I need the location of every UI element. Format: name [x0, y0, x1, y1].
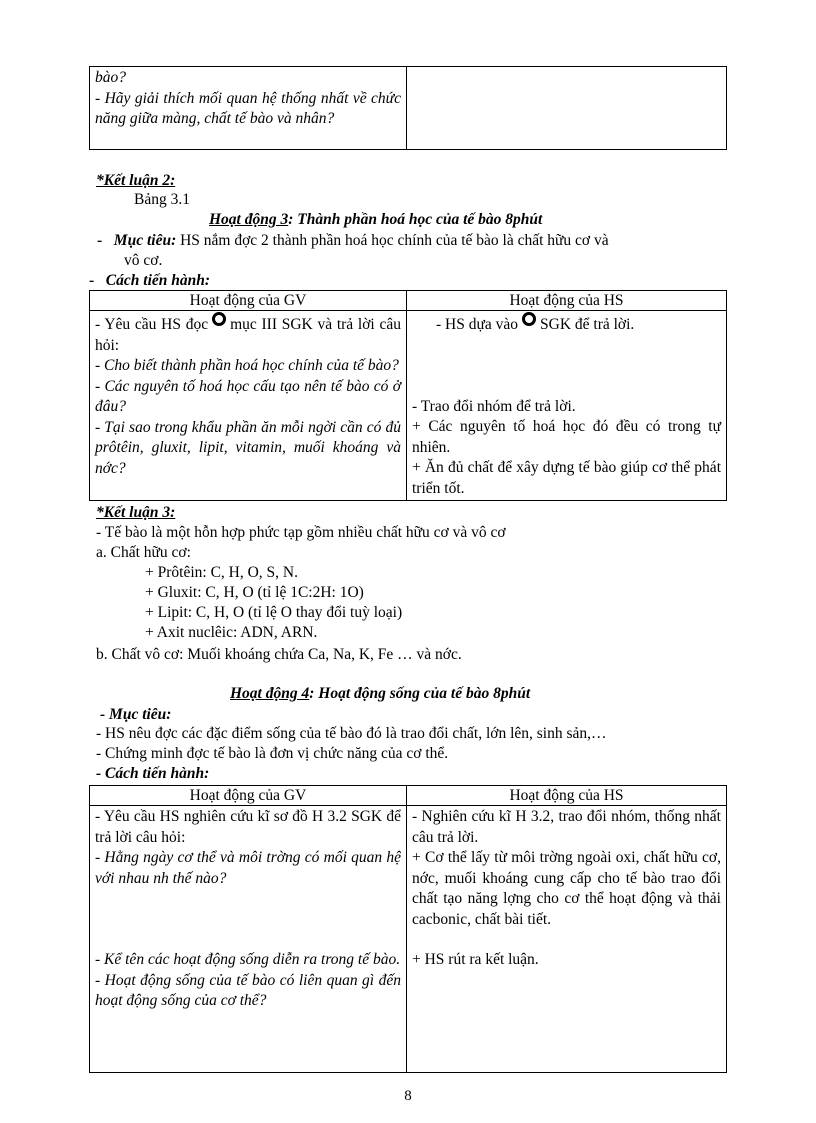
- activity3-gv-question: - Tại sao trong khẩu phần ăn mỗi ngời cần có đủ prôtêin, gluxit, lipit, vitamin, muối khoáng và nớc?: [95, 418, 401, 477]
- activity4-heading: [230, 684, 530, 704]
- activity4-gv-header: Hoạt động của GV: [90, 786, 407, 806]
- activity3-gv-cell: [90, 311, 407, 501]
- activity4-hs-answer: + Cơ thể lấy từ môi trờng ngoài oxi, chất hữu cơ, nớc, muối khoáng cung cấp cho tế bào trao đổi chất tạo năng lợng cho cơ thể hoạt động và thải cacbonic, chất bài tiết.: [412, 849, 721, 928]
- ket-luan-3-line1: - Tế bào là một hỗn hợp phức tạp gồm nhiều chất hữu cơ và vô cơ: [96, 524, 506, 541]
- top-table-hs-cell: [407, 67, 727, 150]
- activity3-objective: - Mục tiêu: HS nắm đợc 2 thành phần hoá học chính của tế bào là chất hữu cơ và: [97, 232, 609, 249]
- activity3-heading: [209, 210, 542, 230]
- activity3-hs-cell: [407, 311, 727, 501]
- top-table-line: - Hãy giải thích mối quan hệ thống nhất về chức năng giữa màng, chất tế bào và nhân?: [95, 89, 401, 127]
- activity3-heading-label: Hoạt động 3: [209, 211, 289, 228]
- activity3-objective-cont: vô cơ.: [124, 252, 163, 269]
- activity4-hs-header: Hoạt động của HS: [407, 786, 727, 806]
- activity4-gv-question: - Hoạt động sống của tế bào có liên quan gì đến hoạt động sống của cơ thể?: [95, 971, 401, 1009]
- activity3-gv-question: - Cho biết thành phần hoá học chính của tế bào?: [95, 357, 399, 374]
- activity3-table: [89, 290, 727, 501]
- ket-luan-3-item: + Gluxit: C, H, O (tỉ lệ 1C:2H: 1O): [145, 584, 364, 601]
- activity4-method-label: - Cách tiến hành:: [96, 765, 210, 782]
- ket-luan-3-line2: a. Chất hữu cơ:: [96, 544, 191, 561]
- ket-luan-3-item: + Lipit: C, H, O (tỉ lệ O thay đổi tuỳ loại): [145, 604, 403, 621]
- activity4-gv-question: - Hằng ngày cơ thể và môi trờng có mối quan hệ với nhau nh thế nào?: [95, 849, 401, 887]
- activity3-objective-text: HS nắm đợc 2 thành phần hoá học chính của tế bào là chất hữu cơ và: [176, 232, 609, 249]
- activity3-hs-header: Hoạt động của HS: [407, 291, 727, 311]
- activity3-gv-header: Hoạt động của GV: [90, 291, 407, 311]
- activity3-hs-answer: - Trao đổi nhóm để trả lời.: [412, 397, 576, 415]
- activity3-gv-request-a: - Yêu cầu HS đọc: [95, 316, 209, 333]
- activity4-heading-label: Hoạt động 4: [230, 685, 310, 702]
- activity3-heading-title: : Thành phần hoá học của tế bào 8phút: [288, 211, 543, 228]
- activity4-objective-2: - Chứng minh đợc tế bào là đơn vị chức năng của cơ thể.: [96, 745, 449, 762]
- activity3-method-label: Cách tiến hành:: [105, 272, 211, 289]
- activity4-table: [89, 785, 727, 1073]
- activity4-hs-cell: [407, 806, 727, 1073]
- ket-luan-3-item: + Prôtêin: C, H, O, S, N.: [145, 564, 298, 581]
- circle-bullet-icon: [522, 312, 536, 326]
- activity3-objective-label: Mục tiêu:: [113, 232, 177, 249]
- activity3-hs-answer-1a: - HS dựa vào: [436, 316, 519, 333]
- activity3-gv-request-b: mục III SGK và trả lời câu hỏi:: [95, 316, 401, 354]
- ket-luan-2-title: *Kết luận 2:: [96, 172, 176, 189]
- activity4-objective-1: - HS nêu đợc các đặc điểm sống của tế bào đó là trao đổi chất, lớn lên, sinh sản,…: [96, 725, 607, 742]
- ket-luan-3-line3: b. Chất vô cơ: Muối khoáng chứa Ca, Na, K, Fe … và nớc.: [96, 646, 462, 663]
- ket-luan-2-text: Bảng 3.1: [134, 191, 190, 208]
- activity4-hs-answer: + HS rút ra kết luận.: [412, 951, 539, 968]
- activity4-gv-question: - Kể tên các hoạt động sống diễn ra trong tế bào.: [95, 951, 401, 968]
- top-table-gv-cell: [90, 67, 407, 150]
- activity3-hs-answer-1: [412, 312, 721, 336]
- activity3-gv-question: - Các nguyên tố hoá học cấu tạo nên tế bào có ở đâu?: [95, 377, 401, 415]
- circle-bullet-icon: [212, 312, 226, 326]
- top-table-line: bào?: [95, 69, 126, 86]
- activity3-hs-answer-1b: SGK để trả lời.: [540, 316, 635, 333]
- activity3-gv-request: [95, 312, 401, 356]
- activity4-gv-cell: [90, 806, 407, 1073]
- activity4-hs-answer: - Nghiên cứu kĩ H 3.2, trao đổi nhóm, thống nhất câu trả lời.: [412, 808, 721, 846]
- activity4-heading-title: : Hoạt động sống của tế bào 8phút: [309, 685, 531, 702]
- activity4-gv-request: - Yêu cầu HS nghiên cứu kĩ sơ đồ H 3.2 SGK để trả lời câu hỏi:: [95, 808, 401, 846]
- ket-luan-3-item: + Axit nuclêic: ADN, ARN.: [145, 624, 318, 641]
- ket-luan-3-title: *Kết luận 3:: [96, 504, 176, 521]
- activity3-hs-answer: + Ăn đủ chất để xây dựng tế bào giúp cơ thể phát triển tốt.: [412, 459, 721, 497]
- activity3-hs-answer: + Các nguyên tố hoá học đó đều có trong tự nhiên.: [412, 418, 721, 456]
- top-activity-table: [89, 66, 727, 150]
- page-number: 8: [404, 1088, 412, 1104]
- activity4-objective-label: - Mục tiêu:: [100, 706, 172, 723]
- activity3-method: - Cách tiến hành:: [89, 272, 211, 289]
